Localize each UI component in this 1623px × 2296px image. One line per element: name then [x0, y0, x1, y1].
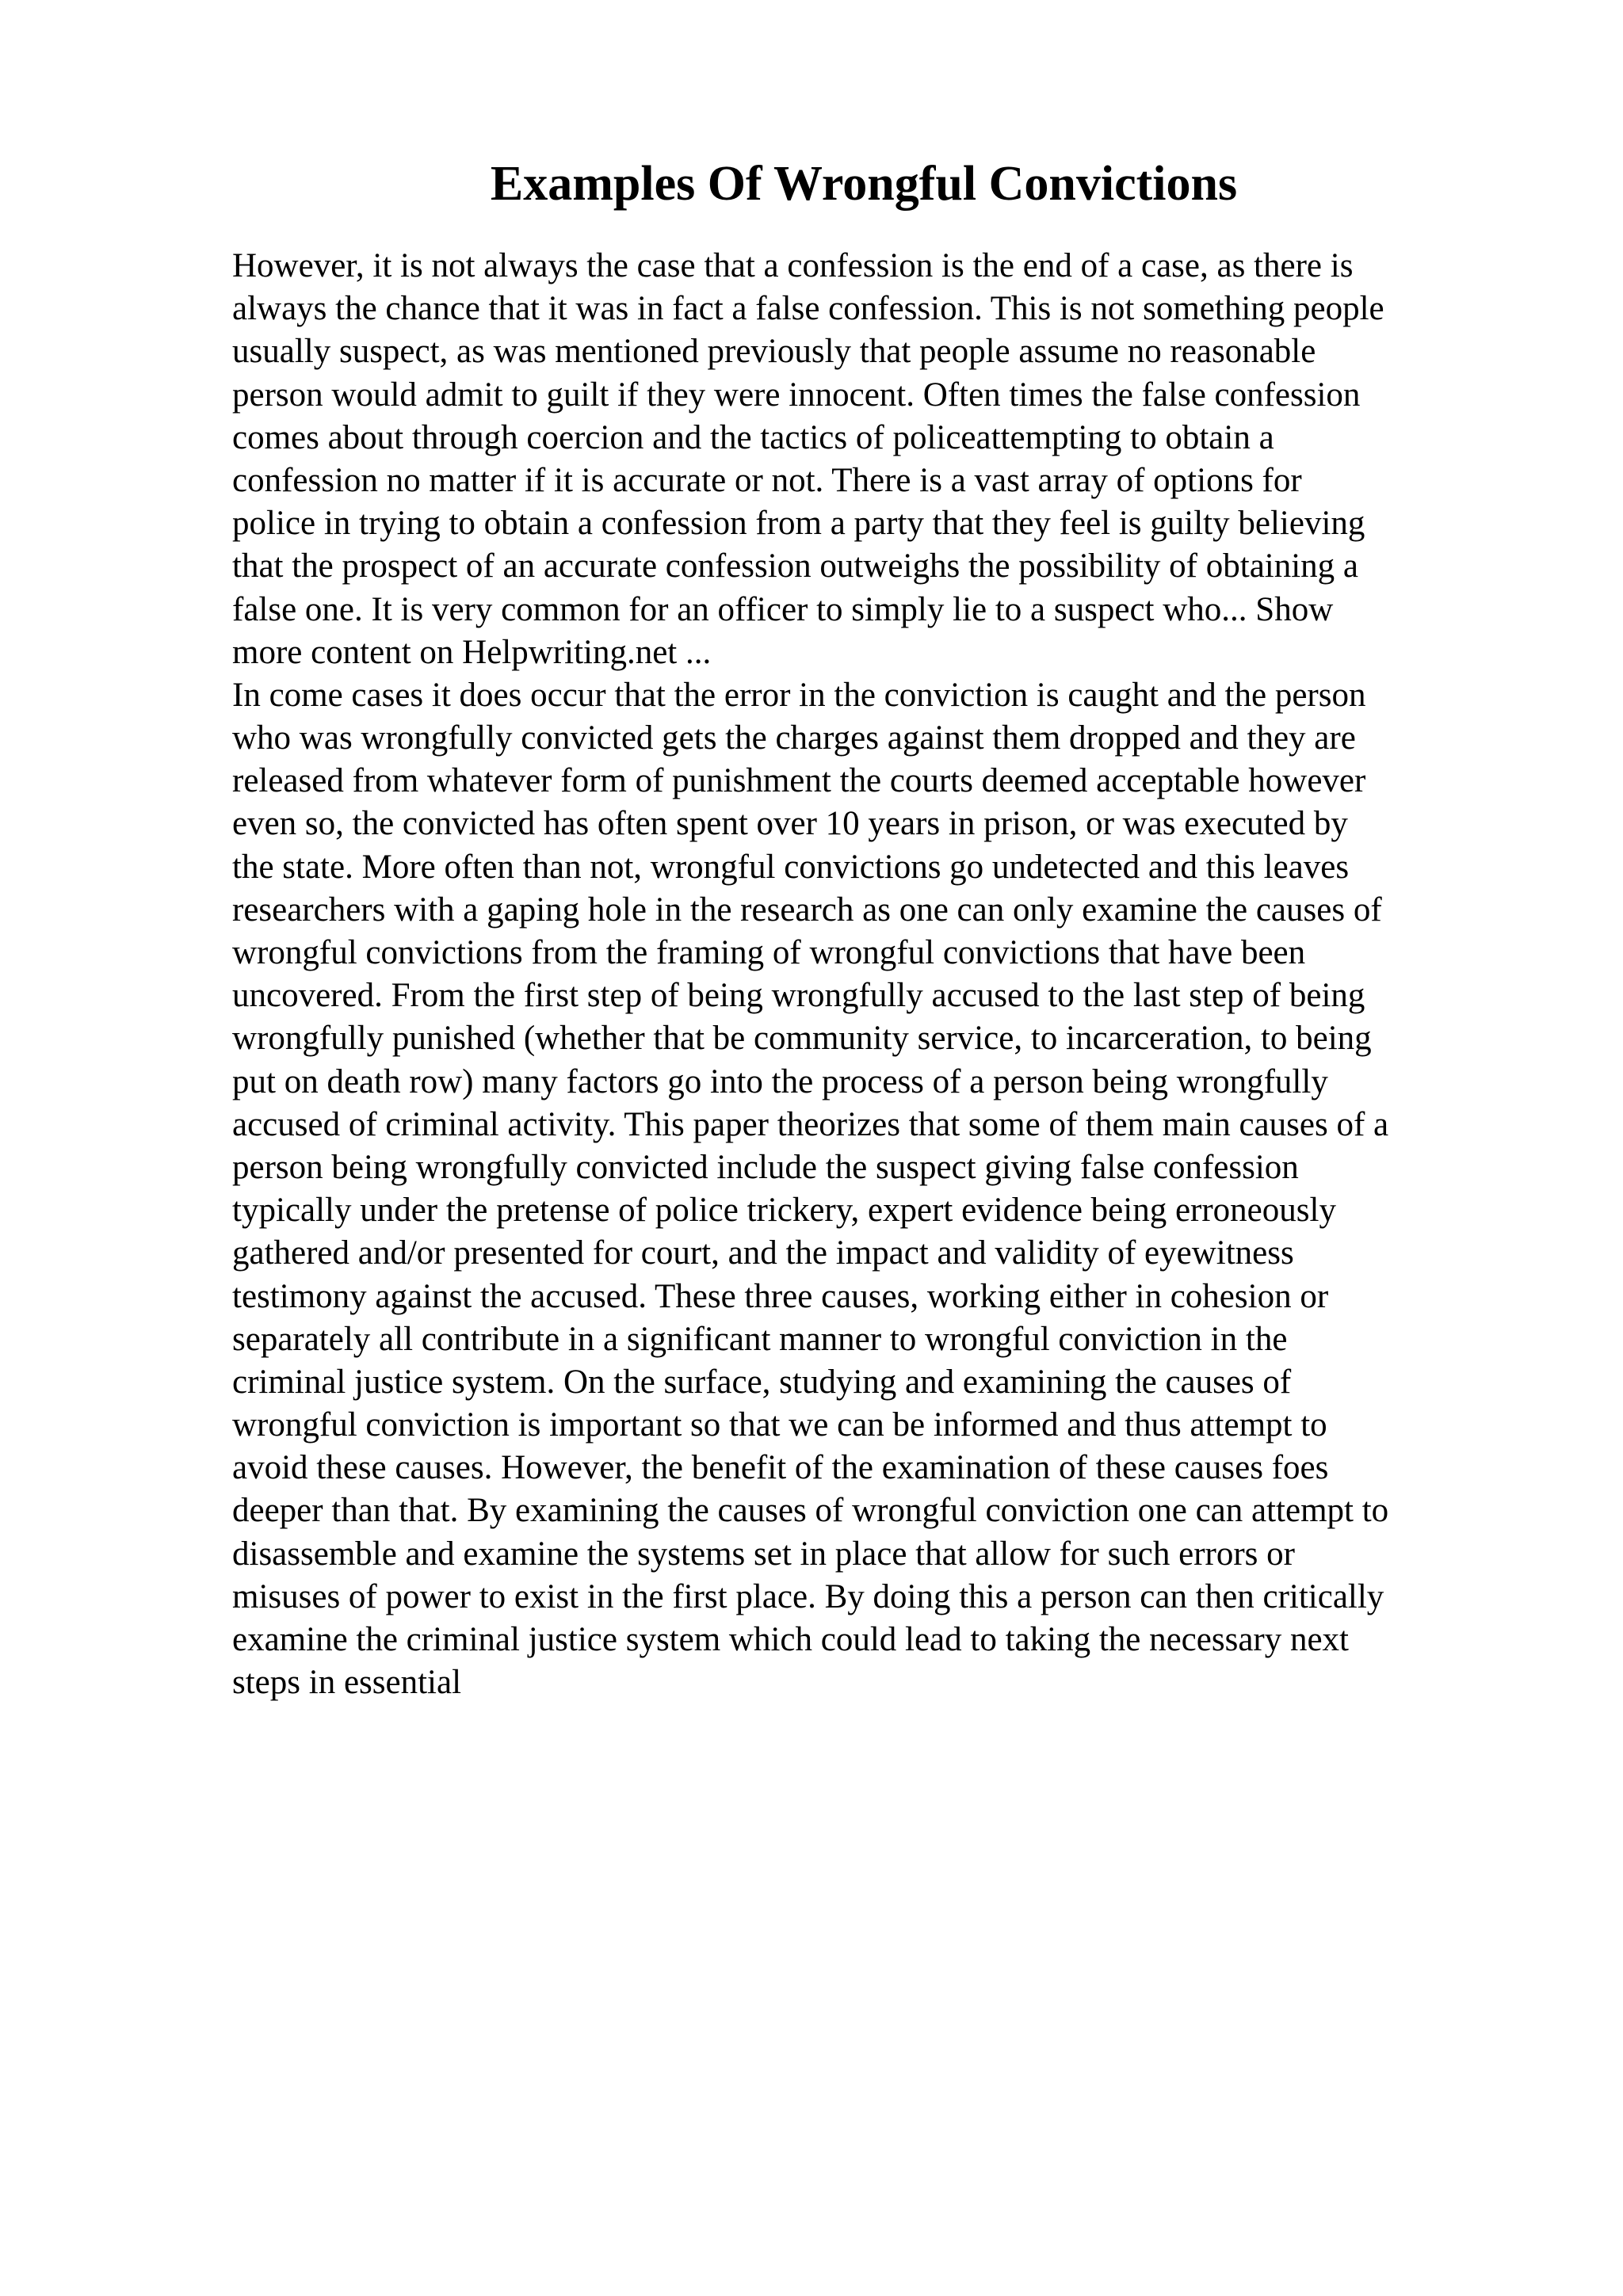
document-title: Examples Of Wrongful Convictions [490, 157, 1238, 211]
body-text-line: person would admit to guilt if they were innocent. Often times the false confession [232, 376, 1361, 414]
body-text-line: disassemble and examine the systems set in place that allow for such errors or [232, 1535, 1295, 1573]
body-text-line: that the prospect of an accurate confession outweighs the possibility of obtaining a [232, 547, 1359, 585]
body-text-line: examine the criminal justice system which could lead to taking the necessary next [232, 1621, 1350, 1658]
body-text-line: In come cases it does occur that the error in the conviction is caught and the person [232, 676, 1366, 714]
body-text-line: police in trying to obtain a confession from a party that they feel is guilty believing [232, 505, 1365, 543]
body-text-line: steps in essential [232, 1664, 462, 1702]
body-text-line: even so, the convicted has often spent over 10 years in prison, or was executed by [232, 805, 1348, 843]
body-text-line: criminal justice system. On the surface, studying and examining the causes of [232, 1363, 1292, 1401]
body-text-line: avoid these causes. However, the benefit of the examination of these causes foes [232, 1449, 1329, 1487]
body-text-line: uncovered. From the first step of being wrongfully accused to the last step of being [232, 977, 1365, 1015]
body-text-line: separately all contribute in a significant manner to wrongful conviction in the [232, 1320, 1288, 1358]
body-text-line: always the chance that it was in fact a false confession. This is not something people [232, 290, 1384, 328]
body-text-line: wrongful conviction is important so that we can be informed and thus attempt to [232, 1406, 1327, 1444]
body-text-line: confession no matter if it is accurate or not. There is a vast array of options for [232, 461, 1302, 499]
body-text-line: testimony against the accused. These three causes, working either in cohesion or [232, 1277, 1329, 1315]
body-text-line: false one. It is very common for an officer to simply lie to a suspect who... Show [232, 590, 1334, 628]
body-text-line: deeper than that. By examining the causes of wrongful conviction one can attempt to [232, 1492, 1389, 1530]
body-text-line: put on death row) many factors go into the process of a person being wrongfully [232, 1062, 1328, 1100]
document-body [232, 245, 1516, 1704]
body-text-line: who was wrongfully convicted gets the charges against them dropped and they are [232, 719, 1356, 757]
body-text-line: more content on Helpwriting.net ... [232, 633, 712, 671]
body-text-line: misuses of power to exist in the first place. By doing this a person can then critically [232, 1577, 1384, 1615]
body-text-line: wrongfully punished (whether that be community service, to incarceration, to being [232, 1020, 1372, 1058]
body-text-line: However, it is not always the case that a confession is the end of a case, as there is [232, 247, 1354, 284]
body-text-line: wrongful convictions from the framing of wrongful convictions that have been [232, 934, 1306, 971]
body-text-line: researchers with a gaping hole in the research as one can only examine the causes of [232, 891, 1382, 929]
body-text-line: the state. More often than not, wrongful convictions go undetected and this leaves [232, 848, 1350, 886]
body-text-line: gathered and/or presented for court, and the impact and validity of eyewitness [232, 1234, 1294, 1272]
body-text-line: accused of criminal activity. This paper theorizes that some of them main causes of a [232, 1105, 1389, 1143]
body-text-line: person being wrongfully convicted include the suspect giving false confession [232, 1148, 1299, 1186]
body-text-line: typically under the pretense of police trickery, expert evidence being erroneously [232, 1192, 1336, 1230]
body-text-line: released from whatever form of punishment the courts deemed acceptable however [232, 762, 1366, 800]
body-text-line: usually suspect, as was mentioned previously that people assume no reasonable [232, 333, 1316, 371]
body-text-line: comes about through coercion and the tactics of policeattempting to obtain a [232, 418, 1274, 456]
